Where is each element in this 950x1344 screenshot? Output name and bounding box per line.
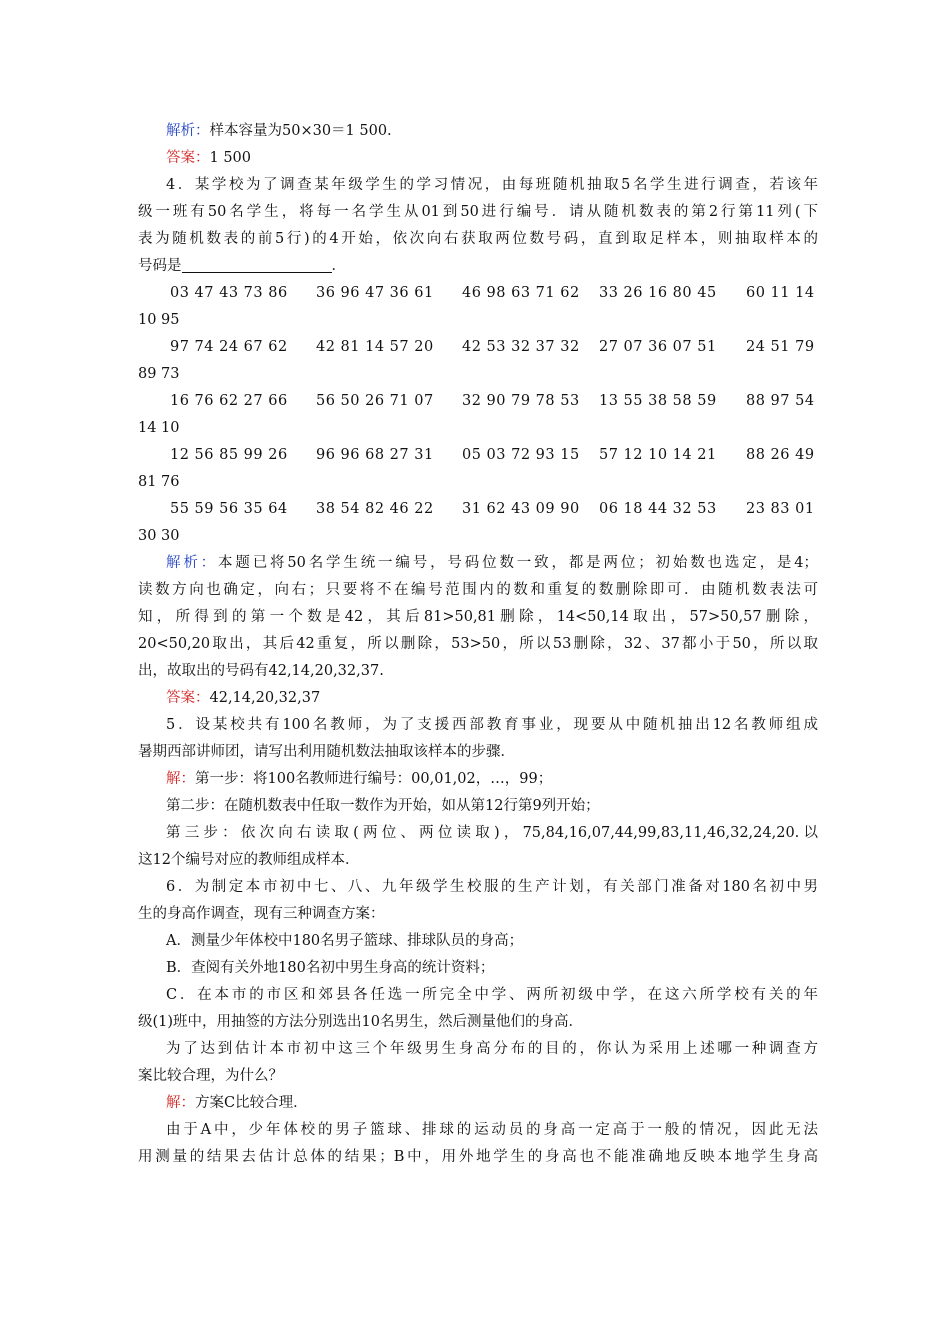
- random-number-table: [138, 280, 818, 550]
- table-group: 12 56 85 99 26: [170, 447, 288, 463]
- answer-label: 答案：: [166, 150, 210, 166]
- table-group: 46 98 63 71 62: [462, 285, 580, 301]
- table-row: [138, 496, 818, 523]
- solution-6-text: 方案C比较合理．: [195, 1095, 308, 1111]
- table-group: 24 51 79: [746, 339, 815, 355]
- answer-text: 1 500: [209, 150, 252, 166]
- table-group: 05 03 72 93 15: [462, 447, 580, 463]
- question-6-line-2: 生的身高作调查，现有三种调查方案：: [138, 906, 385, 922]
- question-5-line-1: 5．设某校共有100名教师，为了支援西部教育事业，现要从中随机抽出12名教师组成: [166, 717, 818, 733]
- answer-4-text: 42,14,20,32,37: [209, 690, 321, 706]
- reason-line-1: 由于A中，少年体校的男子篮球、排球的运动员的身高一定高于一般的情况，因此无法: [166, 1122, 818, 1138]
- option-a: A．测量少年体校中180名男子篮球、排球队员的身高；: [166, 933, 524, 949]
- option-c-line-1: C．在本市的市区和郊县各任选一所完全中学、两所初级中学，在这六所学校有关的年: [166, 987, 818, 1003]
- table-group: 60 11 14: [746, 285, 815, 301]
- question-4-prefix: 号码是: [138, 258, 182, 274]
- table-group: 56 50 26 71 07: [316, 393, 434, 409]
- table-group: 03 47 43 73 86: [170, 285, 288, 301]
- table-group: 31 62 43 09 90: [462, 501, 580, 517]
- solution-5-step-3: 第三步：依次向右读取(两位、两位读取)，75,84,16,07,44,99,83,11,46,32,24,20.以: [166, 825, 818, 841]
- analysis-4-line-4: 20<50,20取出，其后42重复，所以删除，53>50，所以53删除，32、37都小于50，所以取: [138, 636, 818, 652]
- table-group: 96 96 68 27 31: [316, 447, 434, 463]
- reason-line-2: 用测量的结果去估计总体的结果；B中，用外地学生的身高也不能准确地反映本地学生身高: [138, 1149, 818, 1165]
- table-group: 06 18 44 32 53: [599, 501, 717, 517]
- table-group: 97 74 24 67 62: [170, 339, 288, 355]
- table-group: 88 26 49: [746, 447, 815, 463]
- analysis-label: 解析：: [166, 555, 219, 571]
- analysis-4-line-5: 出，故取出的号码有42,14,20,32,37.: [138, 663, 384, 679]
- question-4-line-2: 级一班有50名学生，将每一名学生从01到50进行编号．请从随机数表的第2行第11列(下: [138, 204, 818, 220]
- table-group: 27 07 36 07 51: [599, 339, 717, 355]
- table-row-continuation: 14 10: [138, 420, 180, 436]
- answer-4-line: [138, 685, 818, 712]
- table-row: [138, 334, 818, 361]
- table-group: 38 54 82 46 22: [316, 501, 434, 517]
- solution-6-line: [138, 1090, 818, 1117]
- table-row: [138, 388, 818, 415]
- table-row-continuation: 89 73: [138, 366, 180, 382]
- table-row-continuation: 81 76: [138, 474, 180, 490]
- analysis-4-line-2: 读数方向也确定，向右；只要将不在编号范围内的数和重复的数删除即可．由随机数表法可: [138, 582, 818, 598]
- document-page: [138, 118, 818, 1171]
- option-c-line-2: 级(1)班中，用抽签的方法分别选出10名男生，然后测量他们的身高．: [138, 1014, 583, 1030]
- step-1-text: 第一步：将100名教师进行编号：00,01,02，…，99；: [195, 771, 553, 787]
- question-6-ask-1: 为了达到估计本市初中这三个年级男生身高分布的目的，你认为采用上述哪一种调查方: [166, 1041, 818, 1057]
- table-row-continuation: 10 95: [138, 312, 180, 328]
- table-group: 55 59 56 35 64: [170, 501, 288, 517]
- table-group: 57 12 10 14 21: [599, 447, 717, 463]
- question-6-ask-2: 案比较合理，为什么？: [138, 1068, 283, 1084]
- answer-label: 答案：: [166, 690, 210, 706]
- question-4-line-3: 表为随机数表的前5行)的4开始，依次向右获取两位数号码，直到取足样本，则抽取样本的: [138, 231, 818, 247]
- analysis-4-text: 本题已将50名学生统一编号，号码位数一致，都是两位；初始数也选定，是4；: [218, 555, 818, 571]
- table-row-continuation: 30 30: [138, 528, 180, 544]
- analysis-text: 样本容量为50×30＝1 500.: [209, 123, 392, 139]
- answer-line: [138, 145, 818, 172]
- table-group: 88 97 54: [746, 393, 815, 409]
- question-4-suffix: ．: [331, 258, 346, 274]
- table-row: [138, 442, 818, 469]
- option-b: B．查阅有关外地180名初中男生身高的统计资料；: [166, 960, 495, 976]
- solution-5-step-2: 第二步：在随机数表中任取一数作为开始，如从第12行第9列开始；: [166, 798, 600, 814]
- table-group: 36 96 47 36 61: [316, 285, 434, 301]
- solution-label: 解：: [166, 771, 195, 787]
- table-group: 33 26 16 80 45: [599, 285, 717, 301]
- table-group: 23 83 01: [746, 501, 815, 517]
- question-4-line-4: [138, 253, 818, 280]
- analysis-line: [138, 118, 818, 145]
- table-group: 42 53 32 37 32: [462, 339, 580, 355]
- analysis-4-line-3: 知，所得到的第一个数是42，其后81>50,81删除，14<50,14取出，57>50,57删除，: [138, 609, 818, 625]
- solution-label: 解：: [166, 1095, 195, 1111]
- answer-blank: [182, 256, 332, 273]
- analysis-label: 解析：: [166, 123, 210, 139]
- table-group: 32 90 79 78 53: [462, 393, 580, 409]
- table-group: 42 81 14 57 20: [316, 339, 434, 355]
- solution-5-step-3-cont: 这12个编号对应的教师组成样本．: [138, 852, 360, 868]
- question-5-line-2: 暑期西部讲师团，请写出利用随机数法抽取该样本的步骤．: [138, 744, 515, 760]
- question-4-line-1: 4．某学校为了调查某年级学生的学习情况，由每班随机抽取5名学生进行调查，若该年: [166, 177, 818, 193]
- question-6-line-1: 6．为制定本市初中七、八、九年级学生校服的生产计划，有关部门准备对180名初中男: [166, 879, 818, 895]
- solution-5-step-1: [138, 766, 818, 793]
- table-group: 13 55 38 58 59: [599, 393, 717, 409]
- table-group: 16 76 62 27 66: [170, 393, 288, 409]
- table-row: [138, 280, 818, 307]
- analysis-4-line-1: [138, 550, 818, 577]
